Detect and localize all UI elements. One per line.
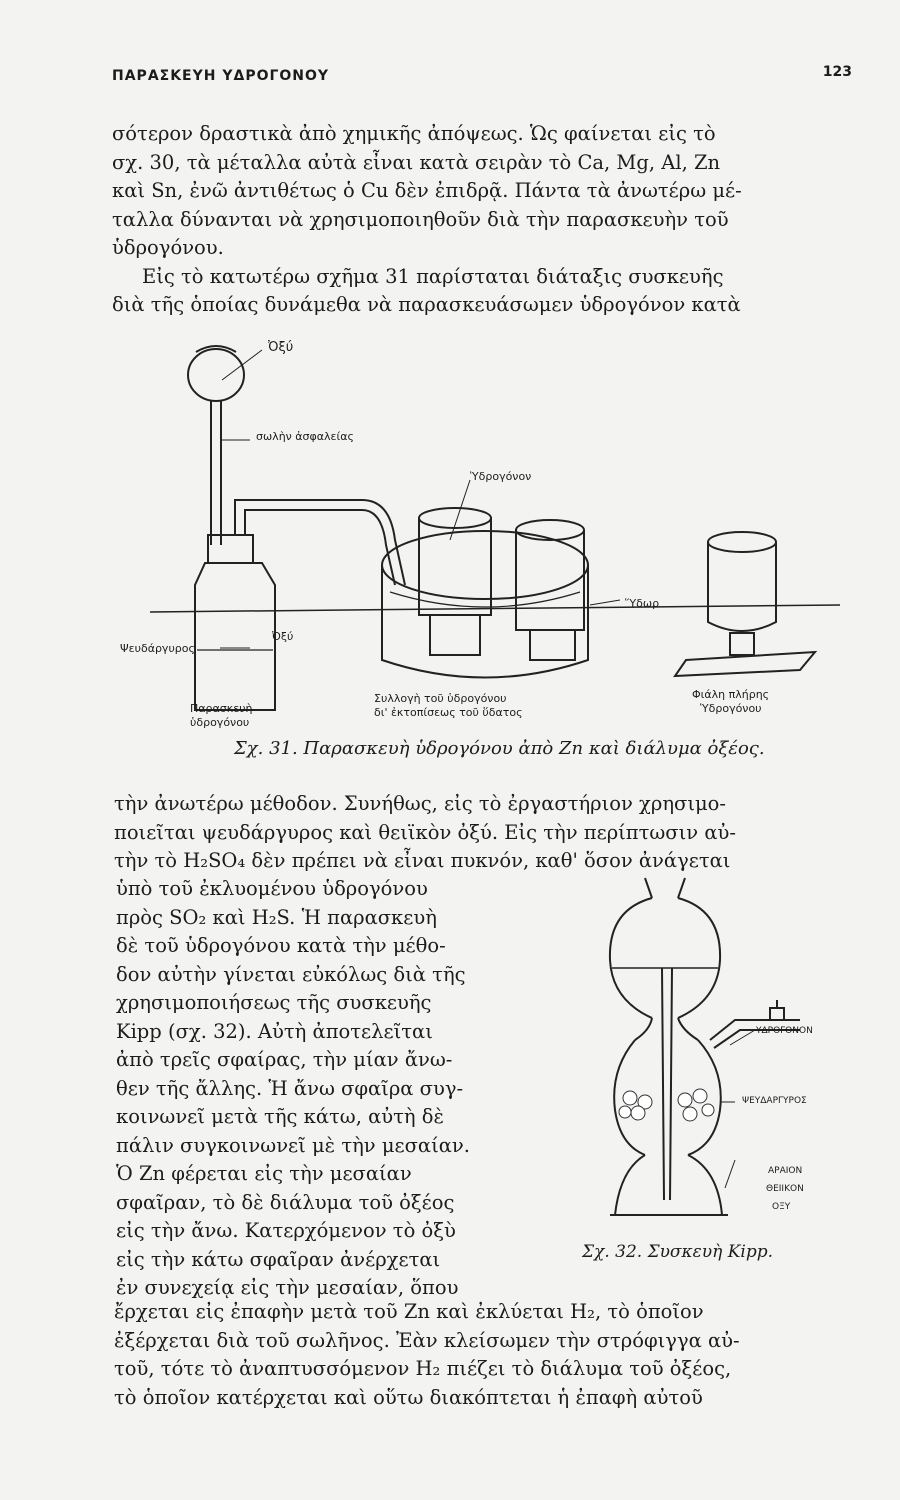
text-line: δον αὐτὴν γίνεται εὐκόλως διὰ τῆς [116,962,466,986]
text-line: δὲ τοῦ ὑδρογόνου κατὰ τὴν μέθο- [116,934,446,957]
text-line: θεν τῆς ἄλλης. Ἡ ἄνω σφαῖρα συγ- [116,1076,464,1100]
text-line: τὴν τὸ H₂SO₄ δὲν πρέπει νὰ εἶναι πυκνόν, καθ' ὅσον ἀνάγεται [114,849,731,872]
text-line: κοινωνεῖ μετὰ τῆς κάτω, αὐτὴ δὲ [116,1105,444,1128]
label-acid-top: Ὀξύ [268,340,294,355]
label-collection-1: Συλλογὴ τοῦ ὑδρογόνου [374,692,507,705]
label-preparation-2: ὑδρογόνου [190,716,250,729]
label-flask-1: Φιάλη πλήρης [692,688,770,701]
label-hydrogen-32: ΥΔΡΟΓΟΝΟΝ [756,1026,813,1036]
page-number: 123 [822,64,852,80]
figure-31-caption: Σχ. 31. Παρασκευὴ ὑδρογόνου ἀπὸ Zn καὶ διάλυμα ὀξέος. [234,738,765,759]
text-line: πάλιν συγκοινωνεῖ μὲ τὴν μεσαίαν. [116,1133,470,1157]
text-line: ἀπὸ τρεῖς σφαίρας, τὴν μίαν ἄνω- [116,1048,453,1071]
text-line: Ὁ Zn φέρεται εἰς τὴν μεσαίαν [116,1162,412,1185]
running-title: ΠΑΡΑΣΚΕΥΗ ΥΔΡΟΓΟΝΟΥ [112,68,330,84]
label-acid-1: ΑΡΑΙΟΝ [768,1166,803,1176]
text-line: ἐξέρχεται διὰ τοῦ σωλῆνος. Ἐὰν κλείσωμεν τὴν στρόφιγγα αὐ- [114,1328,740,1352]
text-line: Εἰς τὸ κατωτέρω σχῆμα 31 παρίσταται διάταξις συσκευῆς [142,264,724,288]
text-line: ἐν συνεχείᾳ εἰς τὴν μεσαίαν, ὅπου [116,1276,459,1299]
label-flask-2: Ὑδρογόνου [700,702,762,715]
text-line: εἰς τὴν ἄνω. Κατερχόμενον τὸ ὀξὺ [116,1219,456,1242]
text-line: σχ. 30, τὰ μέταλλα αὐτὰ εἶναι κατὰ σειρὰν τὸ Ca, Mg, Al, Zn [112,150,721,174]
label-collection-2: δι' ἐκτοπίσεως τοῦ ὕδατος [374,706,523,719]
text-line: τὸ ὁποῖον κατέρχεται καὶ οὕτω διακόπτεται ἡ ἐπαφὴ αὐτοῦ [114,1385,703,1409]
text-line: σότερον δραστικὰ ἀπὸ χημικῆς ἀπόψεως. Ὡς φαίνεται εἰς τὸ [112,122,716,145]
text-line: ποιεῖται ψευδάργυρος καὶ θειϊκὸν ὀξύ. Εἰς τὴν περίπτωσιν αὐ- [114,820,736,844]
paragraph-top [112,120,852,320]
paragraph-narrow [116,875,536,1303]
text-line: ταλλα δύνανται νὰ χρησιμοποιηθοῦν διὰ τὴν παρασκευὴν τοῦ [112,207,729,231]
text-line: διὰ τῆς ὁποίας δυνάμεθα νὰ παρασκευάσωμεν ὑδρογόνον κατὰ [112,293,741,316]
label-acid-3: ΟΞΥ [772,1202,791,1212]
paragraph-middle [114,790,854,876]
text-line: ὑδρογόνου. [112,236,224,259]
text-line: εἰς τὴν κάτω σφαῖραν ἀνέρχεται [116,1247,441,1271]
figure-32-caption: Σχ. 32. Συσκευὴ Kipp. [582,1242,774,1262]
label-hydrogen-31: Ὑδρογόνον [470,470,532,483]
figure-32-kipp-apparatus [590,870,850,1230]
label-water: Ὕδωρ [625,597,660,610]
paragraph-bottom [114,1298,854,1412]
text-line: ὑπὸ τοῦ ἐκλυομένου ὑδρογόνου [116,877,428,900]
text-line: Kipp (σχ. 32). Αὐτὴ ἀποτελεῖται [116,1019,433,1043]
page-header [112,64,852,88]
label-preparation-1: Παρασκευὴ [190,702,253,715]
text-line: σφαῖραν, τὸ δὲ διάλυμα τοῦ ὀξέος [116,1190,455,1214]
label-zinc-32: ΨΕΥΔΑΡΓΥΡΟΣ [742,1096,807,1106]
label-safety-tube: σωλὴν ἀσφαλείας [256,430,354,443]
label-acid-bottle: Ὀξύ [272,630,294,643]
label-acid-2: ΘΕΙΙΚΟΝ [766,1184,804,1194]
text-line: τὴν ἀνωτέρω μέθοδον. Συνήθως, εἰς τὸ ἐργαστήριον χρησιμο- [114,792,726,815]
text-line: καὶ Sn, ἐνῶ ἀντιθέτως ὁ Cu δὲν ἐπιδρᾷ. Πάντα τὰ ἀνωτέρω μέ- [112,179,742,202]
text-line: ἔρχεται εἰς ἐπαφὴν μετὰ τοῦ Zn καὶ ἐκλύεται H₂, τὸ ὁποῖον [114,1300,704,1323]
text-line: χρησιμοποιήσεως τῆς συσκευῆς [116,991,432,1014]
text-line: πρὸς SO₂ καὶ H₂S. Ἡ παρασκευὴ [116,905,437,929]
text-line: τοῦ, τότε τὸ ἀναπτυσσόμενον H₂ πιέζει τὸ διάλυμα τοῦ ὀξέος, [114,1357,732,1380]
figure-31-apparatus [150,330,870,740]
label-zinc-31: Ψευδάργυρος [120,642,195,655]
